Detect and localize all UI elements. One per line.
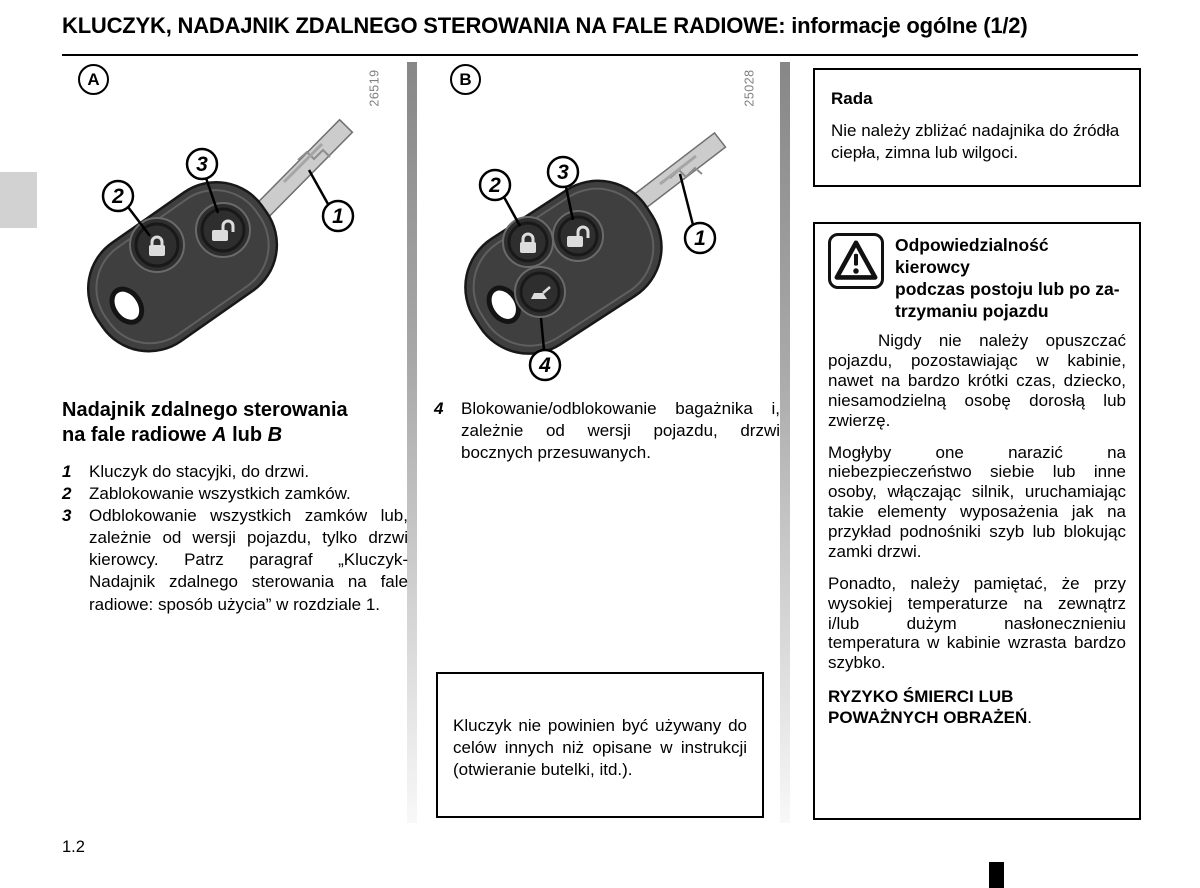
diagram-a-badge-letter: A	[87, 69, 100, 89]
callout-3-label: 3	[557, 161, 569, 184]
callout-2-label: 2	[112, 185, 124, 208]
note-box-text: Kluczyk nie powinien być używany do celów innych niż opisane w instrukcji (otwieranie butelki, itd.).	[453, 716, 747, 780]
list-item-text: Blokowanie/odblokowanie bagażnika i, zależnie od wersji pojazdu, drzwi bocznych przesuwanych.	[461, 399, 780, 463]
key-b-unlock-button	[553, 211, 603, 261]
callout-4-label: 4	[539, 354, 551, 377]
list-item-number: 2	[62, 484, 72, 504]
column-divider-left	[407, 62, 417, 823]
callout-3-label: 3	[196, 153, 208, 176]
variant-b-label: B	[267, 424, 283, 446]
warning-triangle-icon	[828, 233, 884, 289]
list-item-number: 1	[62, 462, 72, 481]
warning-risk-statement: RYZYKO ŚMIERCI LUB POWAŻNYCH OBRAŻEŃ.	[828, 687, 1033, 728]
warning-header	[828, 233, 1126, 322]
advice-box-text: Nie należy zbliżać nadajnika do źródła ciepła, zimna lub wilgoci.	[831, 121, 1120, 162]
variant-a-label: A	[212, 424, 227, 446]
diagram-b-badge	[450, 64, 481, 95]
page-edge-index-mark	[989, 862, 1004, 888]
page-title: KLUCZYK, NADAJNIK ZDALNEGO STEROWANIA NA FALE RADIOWE: informacje ogólne (1/2)	[62, 13, 1028, 38]
key-a-fob	[66, 160, 299, 373]
advice-box	[813, 68, 1141, 187]
callout-1-label: 1	[694, 227, 706, 250]
key-illustration-a	[60, 100, 400, 385]
page-number: 1.2	[62, 838, 85, 856]
list-item	[62, 505, 408, 615]
list-item-text: Odblokowanie wszystkich zamków lub, zależnie od wersji pojazdu, tylko drzwi kierowcy. Patrz paragraf „Kluczyk-Nadajnik zdalnego sterowania na fale radiowe: sposób użycia” w rozdziale 1.	[89, 506, 408, 614]
callout-2	[480, 170, 520, 226]
list-item-text: Zablokowanie wszystkich zamków.	[89, 484, 351, 504]
callout-1-label: 1	[332, 205, 344, 228]
warning-box	[813, 222, 1141, 820]
diagram-a-figure-number-text: 26519	[367, 69, 382, 107]
section-heading-line1: Nadajnik zdalnego sterowania	[62, 399, 348, 421]
callout-1	[680, 174, 715, 253]
warning-paragraph-2: Mogłyby one narazić na niebezpieczeństwo siebie lub inne osoby, włączając silnik, uruchamiając takie elementy wyposażenia jak na przykład podnośniki szyb lub blokując zamki drzwi.	[828, 442, 1126, 561]
note-box	[436, 672, 764, 818]
diagram-b-figure-number-text: 25028	[742, 69, 757, 107]
callout-1	[309, 170, 353, 231]
list-item-text: Kluczyk do stacyjki, do drzwi.	[89, 462, 310, 481]
callout-2	[103, 181, 150, 236]
warning-heading: Odpowiedzialność kierowcy podczas postoju lub po za- trzymaniu pojazdu	[895, 235, 1120, 322]
diagram-a-badge	[78, 64, 109, 95]
diagram-b-badge-letter: B	[459, 69, 472, 89]
key-a-unlock-button	[196, 203, 250, 257]
advice-box-heading: Rada	[831, 89, 873, 108]
key-b-lock-button	[503, 217, 553, 267]
list-item	[434, 398, 780, 464]
section-heading-line2: na fale radiowe A lub B	[62, 424, 283, 446]
column-divider-right	[780, 62, 790, 823]
key-b-tailgate-button	[515, 267, 565, 317]
list-item-number: 3	[62, 506, 72, 526]
key-illustration-b	[432, 96, 780, 396]
list-item-number: 4	[434, 399, 444, 418]
key-a-lock-button	[130, 218, 184, 272]
callout-2-label: 2	[489, 174, 501, 197]
section-heading	[62, 398, 408, 448]
warning-paragraph-3: Ponadto, należy pamiętać, że przy wysokiej temperaturze na zewnątrz i/lub dużym nasłonecznieniu temperatura w kabinie wzrasta bardzo szybko.	[828, 573, 1126, 673]
list-item	[62, 483, 408, 505]
left-text-section	[62, 398, 408, 616]
middle-text-section	[434, 398, 780, 464]
warning-paragraph-1: Nigdy nie należy opuszczać pojazdu, pozostawiając w kabinie, nawet na bardzo krótki czas, dziecko, niesamodzielną osobę dorosłą lub zwierzę.	[828, 331, 1126, 430]
title-rule	[62, 54, 1138, 56]
chapter-side-tab	[0, 172, 37, 228]
list-item	[62, 461, 408, 483]
